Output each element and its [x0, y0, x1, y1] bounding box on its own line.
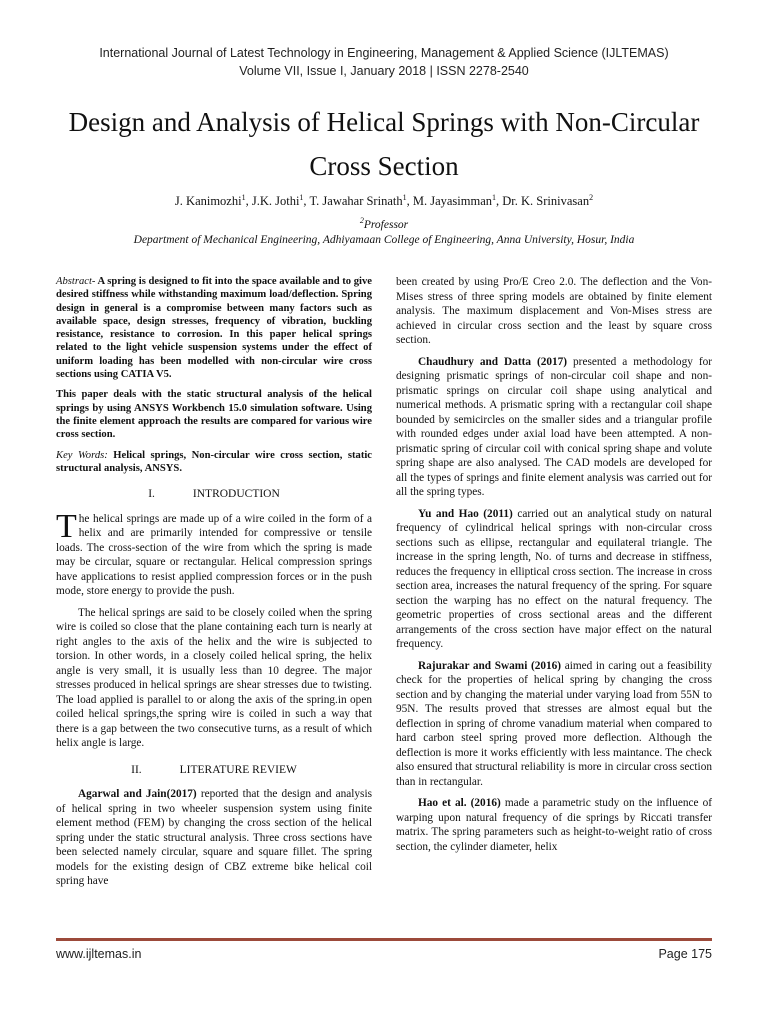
drop-cap: T: [56, 507, 77, 545]
section-number: II.: [131, 763, 142, 776]
author-affiliation-mark: 2: [589, 193, 594, 202]
author-affiliation-mark: 1: [402, 193, 407, 202]
citation-author: Hao et al. (2016): [418, 797, 501, 809]
abstract-label: Abstract-: [56, 276, 96, 287]
literature-paragraph-hao: [396, 796, 712, 854]
affiliation-title: Professor: [363, 218, 409, 231]
literature-continued-paragraph: been created by using Pro/E Creo 2.0. The deflection and the Von-Mises stress of three spring models are obtained by finite element analysis. The maximum displacement and Von-Mises stress are achieved in circular cross section and the least by square cross section.: [396, 276, 712, 346]
right-column: [396, 275, 712, 861]
author: M. Jayasimman: [412, 194, 493, 209]
intro-paragraph-2: The helical springs are said to be closely coiled when the spring wire is coiled so close that the plane containing each turn is nearly at right angles to the axis of the helix and the wire is subjected to torsion. In other words, in a closely coiled helical spring, the helix angle is very small, it is usually less than 10 degree. The major stresses produced in helical springs are shear stresses due to twisting. The load applied is parallel to or along the axis of the spring.in open coiled helical springs,the spring wire is coiled in such a way that there is a gap between the two consecutive turns, as a result of which helix angle is large.: [56, 606, 372, 750]
journal-issue: Volume VII, Issue I, January 2018 | ISSN 2278-2540: [239, 64, 529, 78]
keywords-label: Key Words:: [56, 449, 108, 461]
literature-paragraph-1-text: reported that the design and analysis of helical spring in two wheeler suspension system using finite element method (FEM) by changing the cross section of the helical spring under the static structural analysis. Three cross sections have been selected namely circular, square and square fillet. The spring models for the existing design of CBZ extreme bike helical coil spring have: [56, 788, 372, 888]
literature-paragraph-chaudhury: [396, 355, 712, 500]
author-affiliation-mark: 1: [241, 193, 246, 202]
literature-paragraph-1: [56, 787, 372, 889]
author-affiliation-mark: 1: [299, 193, 304, 202]
affiliation-role: [0, 216, 768, 231]
journal-header: [0, 44, 768, 80]
intro-paragraph-1-text: he helical springs are made up of a wire coiled in the form of a helix and are primarily intended for compressive or tensile loads. The cross-section of the wire from which the spring is made may be circular, square or rectangular. Helical compression springs have applications to resist applied compression forces or in the push mode, store energy to provide the push.: [56, 512, 372, 598]
literature-paragraph-text: made a parametric study on the influence of warping upon natural frequency of die springs by Riccati transfer matrix. The spring parameters such as height-to-weight ratio of cross section, the cylinder diameter, helix: [396, 797, 712, 853]
affiliation-mark: 2: [359, 216, 364, 225]
author-separator: ,: [245, 194, 252, 209]
section-heading-introduction: [56, 487, 372, 502]
author-affiliation-mark: 1: [492, 193, 497, 202]
paper-title: Design and Analysis of Helical Springs with Non-Circular Cross Section: [68, 107, 700, 181]
abstract-paragraph-2: This paper deals with the static structural analysis of the helical springs by using ANSYS Workbench 15.0 simulation software. Using the finite element approach the results are compared for various wire cross section.: [56, 389, 372, 441]
intro-paragraph-1: [56, 507, 372, 599]
literature-paragraph-yu: [396, 507, 712, 652]
affiliation-department: Department of Mechanical Engineering, Adhiyamaan College of Engineering, Anna University, Hosur, India: [133, 234, 635, 246]
literature-paragraph-text: presented a methodology for designing prismatic springs of non-circular coil shape and non-prismatic springs on circular coil shape using analytical and numerical methods. A prismatic spring with a rectangular coil shape bounded by semicircles on the smaller sides and a triangular profile with rounded edges under axial load have been attempted. A non-prismatic spring of circular coil with conical spring shape and volute spring shape are also analysed. The CAD models are developed for all the types of springs and finite element analysis was carried out for all the spring types.: [396, 355, 712, 498]
author-separator: ,: [496, 194, 503, 209]
citation-author: Chaudhury and Datta (2017): [418, 355, 568, 368]
author: J.K. Jothi: [251, 194, 300, 209]
author-separator: ,: [406, 194, 413, 209]
keywords: [56, 449, 372, 476]
literature-paragraph-rajurakar: [396, 659, 712, 790]
literature-paragraph-text: aimed in caring out a feasibility check for the properties of helical spring by changing the cross section and by changing the material under varying load from 55N to 95N. The results proved that stresses are almost equal but the deflection in spring of chrome vanadium material when compared to hard carbon steel spring proved more deflection. Although the deflection is more it works efficiently with less maintance. The check also ensured that structural reliability is more in circular cross section than in rectangular.: [396, 659, 713, 788]
footer-website-link[interactable]: www.ijltemas.in: [56, 947, 142, 961]
keywords-text: Helical springs, Non-circular wire cross section, static structural analysis, ANSYS.: [56, 449, 372, 474]
section-heading-literature-review: [56, 763, 372, 778]
citation-author: Agarwal and Jain(2017): [78, 788, 197, 801]
author: T. Jawahar Srinath: [309, 194, 403, 209]
citation-author: Yu and Hao (2011): [418, 507, 513, 520]
author-list: [0, 190, 768, 209]
left-column: [56, 275, 372, 896]
author: J. Kanimozhi: [174, 194, 242, 209]
abstract-text: A spring is designed to fit into the space available and to give desired stiffness while withstanding maximum load/deflection. Spring design in general is a compromise between many factors such as available space, design stresses, frequency of vibration, buckling resistance, resistance to corrosion. In this paper helical springs related to the light vehicle suspension systems under the effect of uniform loading has been modelled with non-circular wire cross sections using CATIA V5.: [56, 276, 372, 381]
author: Dr. K. Srinivasan: [502, 194, 590, 209]
section-title: LITERATURE REVIEW: [179, 763, 297, 776]
section-number: I.: [148, 488, 155, 501]
page-number: Page 175: [658, 947, 712, 961]
author-separator: ,: [303, 194, 310, 209]
journal-name: International Journal of Latest Technology in Engineering, Management & Applied Science (IJLTEMAS): [99, 46, 669, 60]
literature-paragraph-text: carried out an analytical study on natural frequency of cylindrical helical springs with non-circular cross sections such as ellipse, rectangular and equilateral triangle. The increase in the spring length, No. of turns and decrease in stiffness, reduces the frequency in elliptical cross section. The increase in cross section area, increases the natural frequency of the spring. For square section the warping has no effect on the natural frequency. The geometric properties of cross sectional areas and the different arrangements of the cross section have major effect on the natural frequency.: [396, 507, 712, 650]
footer-divider: [56, 938, 712, 941]
citation-author: Rajurakar and Swami (2016): [418, 659, 562, 672]
abstract: [56, 275, 372, 381]
section-title: INTRODUCTION: [192, 488, 280, 501]
